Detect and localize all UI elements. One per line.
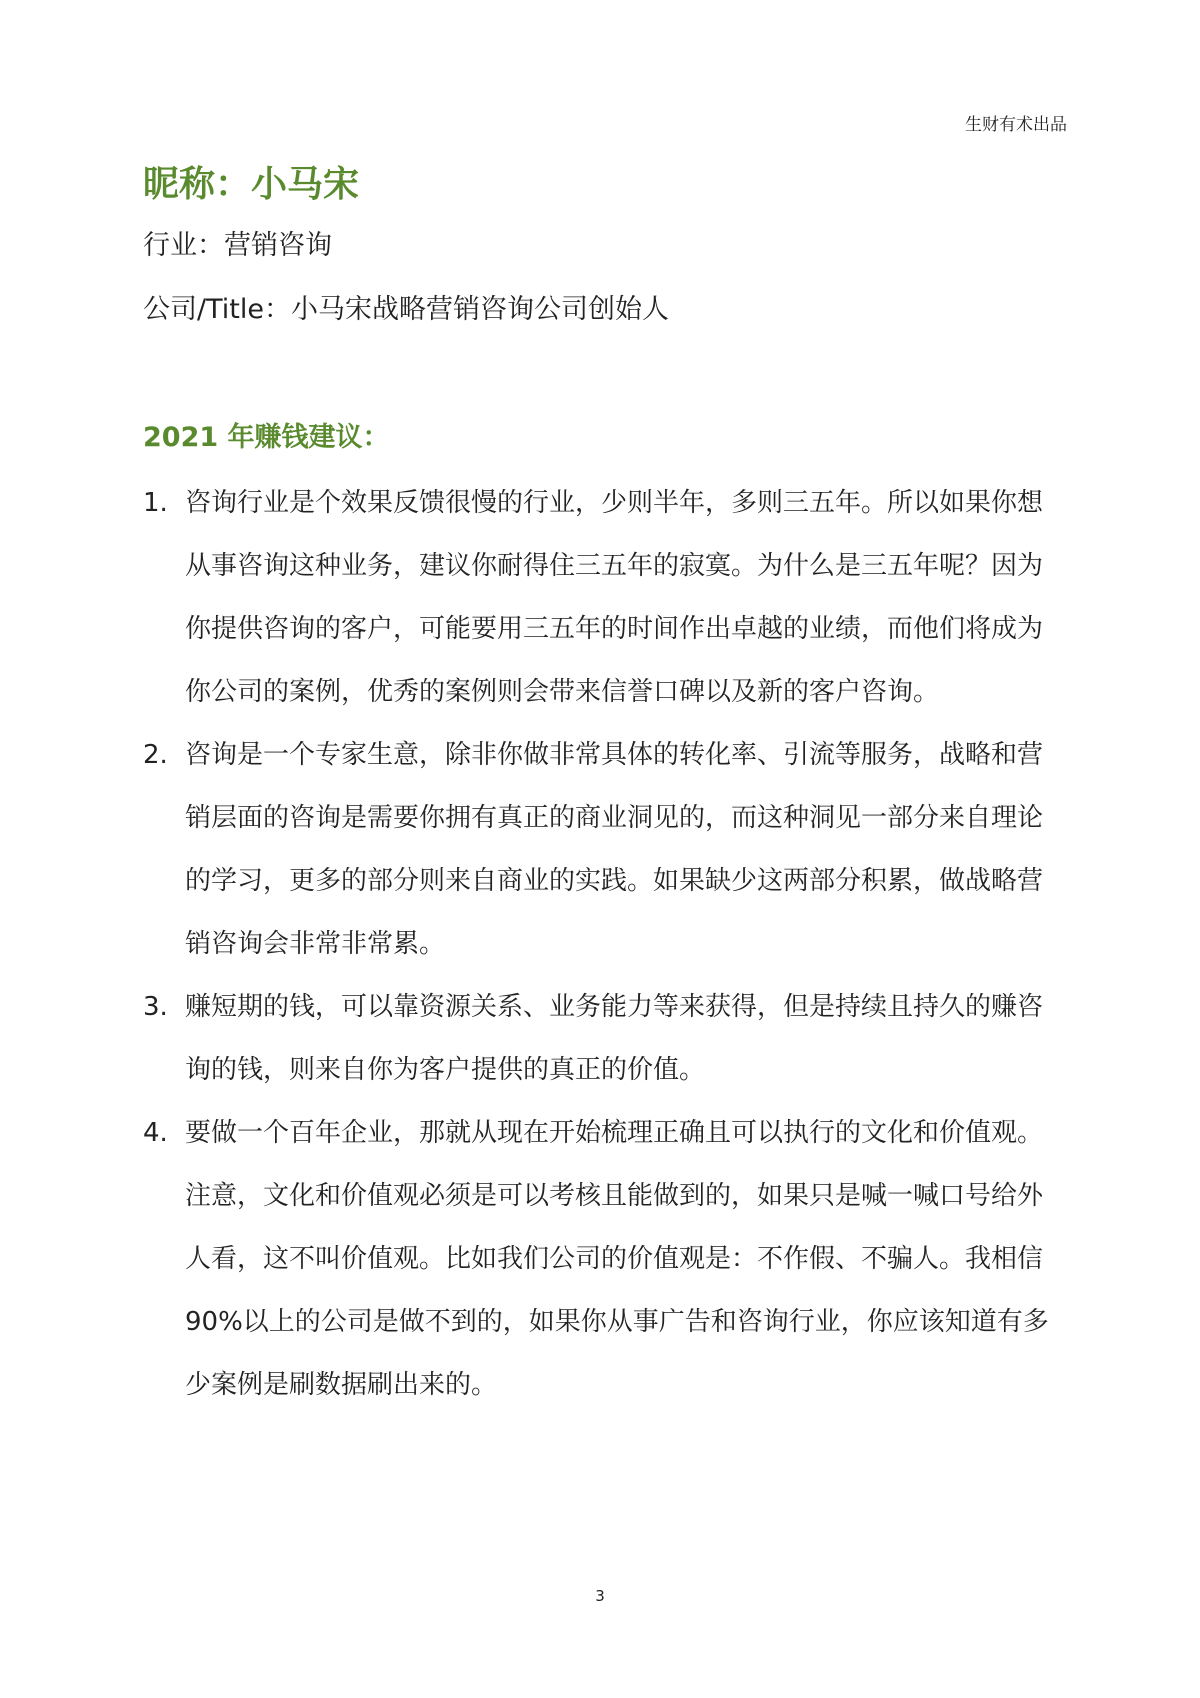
advice-number: 4.: [143, 1118, 168, 1148]
page-number: 3: [595, 1587, 605, 1605]
industry-line: 行业：营销咨询: [143, 230, 332, 261]
advice-number: 2.: [143, 740, 168, 770]
advice-text: 咨询行业是个效果反馈很慢的行业，少则半年，多则三五年。所以如果你想从事咨询这种业务，建议你耐得住三五年的寂寞。为什么是三五年呢？因为你提供咨询的客户，可能要用三五年的时间作出卓越的业绩，而他们将成为你公司的案例，优秀的案例则会带来信誉口碑以及新的客户咨询。: [185, 488, 1044, 707]
advice-item: [143, 724, 1063, 976]
advice-item: [143, 976, 1063, 1102]
publisher-label: 生财有术出品: [965, 115, 1067, 135]
advice-number: 1.: [143, 488, 168, 518]
advice-item: [143, 472, 1063, 724]
advice-number: 3.: [143, 992, 168, 1022]
advice-text: 要做一个百年企业，那就从现在开始梳理正确且可以执行的文化和价值观。注意，文化和价值观必须是可以考核且能做到的，如果只是喊一喊口号给外人看，这不叫价值观。比如我们公司的价值观是：不作假、不骗人。我相信 90%以上的公司是做不到的，如果你从事广告和咨询行业，你应该知道有多少案例是刷数据刷出来的。: [185, 1118, 1049, 1400]
section-title: 2021 年赚钱建议：: [143, 422, 390, 453]
company-line: 公司/Title：小马宋战略营销咨询公司创始人: [143, 294, 669, 325]
advice-text: 咨询是一个专家生意，除非你做非常具体的转化率、引流等服务，战略和营销层面的咨询是需要你拥有真正的商业洞见的，而这种洞见一部分来自理论的学习，更多的部分则来自商业的实践。如果缺少这两部分积累，做战略营销咨询会非常非常累。: [185, 740, 1044, 959]
advice-item: [143, 1102, 1063, 1417]
nickname-heading: 昵称：小马宋: [143, 164, 360, 205]
advice-list: [143, 472, 1063, 1417]
advice-text: 赚短期的钱，可以靠资源关系、业务能力等来获得，但是持续且持久的赚咨询的钱，则来自你为客户提供的真正的价值。: [185, 992, 1044, 1085]
